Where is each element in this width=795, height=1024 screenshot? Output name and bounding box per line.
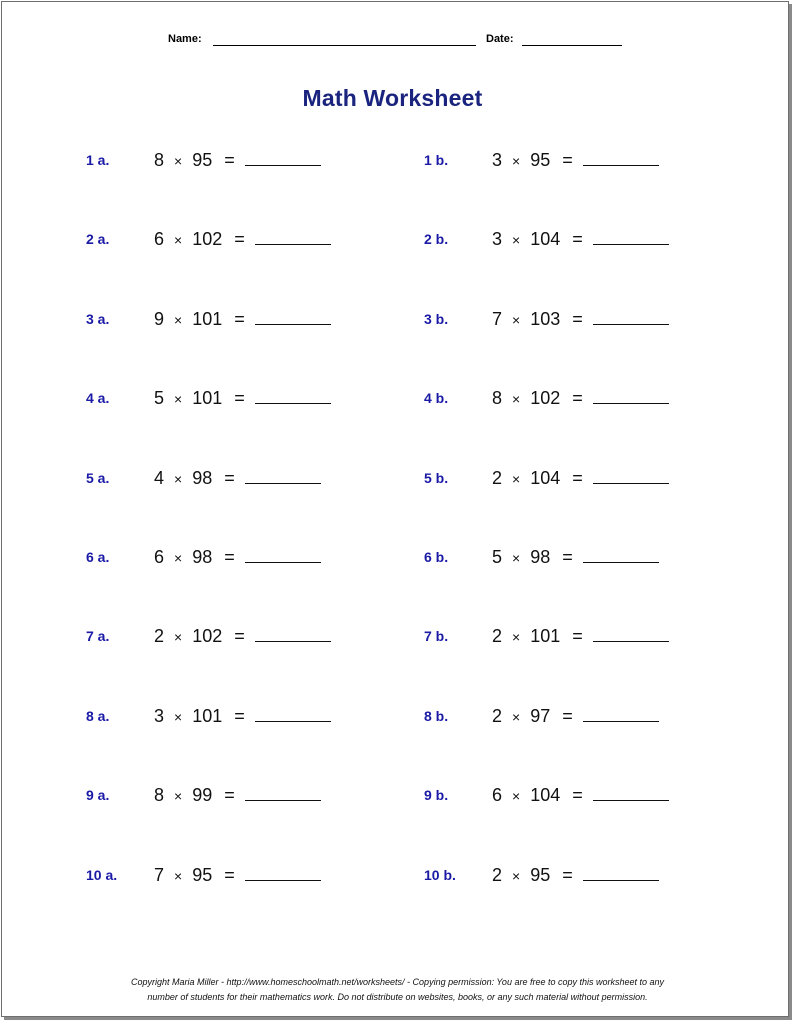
problem-expression xyxy=(492,865,659,886)
multiply-sign: × xyxy=(174,629,183,645)
factor-b: 95 xyxy=(530,150,551,170)
factor-b: 98 xyxy=(192,547,213,567)
equals-sign: = xyxy=(224,150,235,170)
answer-blank[interactable] xyxy=(593,469,669,484)
answer-blank[interactable] xyxy=(583,707,659,722)
answer-blank[interactable] xyxy=(245,469,321,484)
multiply-sign: × xyxy=(512,153,521,169)
factor-b: 101 xyxy=(192,309,223,329)
multiply-sign: × xyxy=(512,471,521,487)
problem-expression xyxy=(492,785,669,806)
factor-a: 7 xyxy=(492,309,503,329)
factor-a: 6 xyxy=(492,785,503,805)
problem-label: 5 b. xyxy=(424,470,449,486)
factor-b: 103 xyxy=(530,309,561,329)
multiply-sign: × xyxy=(512,391,521,407)
problem-expression xyxy=(154,547,321,568)
answer-blank[interactable] xyxy=(245,786,321,801)
equals-sign: = xyxy=(572,229,583,249)
answer-blank[interactable] xyxy=(245,548,321,563)
problem-label: 7 a. xyxy=(86,628,110,644)
factor-b: 101 xyxy=(192,706,223,726)
equals-sign: = xyxy=(562,547,573,567)
problem-label: 8 a. xyxy=(86,708,110,724)
problem-label: 2 a. xyxy=(86,231,110,247)
factor-a: 6 xyxy=(154,547,165,567)
problem-label: 7 b. xyxy=(424,628,449,644)
problem-expression xyxy=(492,547,659,568)
answer-blank[interactable] xyxy=(255,389,331,404)
footer-line-1: Copyright Maria Miller - http://www.homeschoolmath.net/worksheets/ - Copying permission: You are free to copy this worksheet to any xyxy=(130,977,665,987)
multiply-sign: × xyxy=(512,868,521,884)
factor-b: 95 xyxy=(192,865,213,885)
factor-a: 2 xyxy=(492,626,503,646)
factor-a: 3 xyxy=(154,706,165,726)
factor-b: 102 xyxy=(192,626,223,646)
answer-blank[interactable] xyxy=(583,151,659,166)
multiply-sign: × xyxy=(174,471,183,487)
equals-sign: = xyxy=(572,626,583,646)
factor-b: 101 xyxy=(192,388,223,408)
factor-a: 2 xyxy=(492,865,503,885)
factor-b: 98 xyxy=(530,547,551,567)
problem-expression xyxy=(492,468,669,489)
equals-sign: = xyxy=(224,865,235,885)
factor-b: 97 xyxy=(530,706,551,726)
equals-sign: = xyxy=(562,150,573,170)
multiply-sign: × xyxy=(174,391,183,407)
equals-sign: = xyxy=(234,229,245,249)
factor-b: 102 xyxy=(192,229,223,249)
multiply-sign: × xyxy=(174,709,183,725)
problem-label: 4 a. xyxy=(86,390,110,406)
equals-sign: = xyxy=(234,388,245,408)
problem-expression xyxy=(492,309,669,330)
answer-blank[interactable] xyxy=(245,866,321,881)
name-label: Name: xyxy=(168,33,202,45)
multiply-sign: × xyxy=(174,868,183,884)
problem-expression xyxy=(492,229,669,250)
answer-blank[interactable] xyxy=(255,627,331,642)
factor-a: 6 xyxy=(154,229,165,249)
problem-label: 6 b. xyxy=(424,549,449,565)
factor-a: 8 xyxy=(154,785,165,805)
problem-expression xyxy=(154,706,331,727)
problem-label: 8 b. xyxy=(424,708,449,724)
multiply-sign: × xyxy=(174,550,183,566)
copyright-footer xyxy=(0,975,795,1005)
factor-b: 101 xyxy=(530,626,561,646)
problem-label: 3 a. xyxy=(86,311,110,327)
factor-a: 8 xyxy=(492,388,503,408)
problem-label: 9 a. xyxy=(86,787,110,803)
problem-label: 9 b. xyxy=(424,787,449,803)
factor-a: 8 xyxy=(154,150,165,170)
factor-a: 5 xyxy=(154,388,165,408)
factor-b: 95 xyxy=(530,865,551,885)
multiply-sign: × xyxy=(512,312,521,328)
answer-blank[interactable] xyxy=(255,230,331,245)
equals-sign: = xyxy=(562,706,573,726)
problem-expression xyxy=(492,388,669,409)
name-field[interactable] xyxy=(213,45,476,46)
answer-blank[interactable] xyxy=(583,548,659,563)
factor-a: 2 xyxy=(492,706,503,726)
answer-blank[interactable] xyxy=(593,389,669,404)
multiply-sign: × xyxy=(512,232,521,248)
multiply-sign: × xyxy=(512,550,521,566)
problem-label: 10 a. xyxy=(86,867,118,883)
problem-expression xyxy=(492,706,659,727)
factor-a: 2 xyxy=(492,468,503,488)
factor-b: 98 xyxy=(192,468,213,488)
page-border xyxy=(1,1,789,1017)
problem-label: 10 b. xyxy=(424,867,456,883)
problem-label: 4 b. xyxy=(424,390,449,406)
multiply-sign: × xyxy=(174,312,183,328)
problem-expression xyxy=(154,468,321,489)
factor-b: 99 xyxy=(192,785,213,805)
problem-label: 2 b. xyxy=(424,231,449,247)
equals-sign: = xyxy=(224,785,235,805)
problem-expression xyxy=(154,309,331,330)
multiply-sign: × xyxy=(174,788,183,804)
problem-label: 1 b. xyxy=(424,152,449,168)
problem-expression xyxy=(154,150,321,171)
footer-line-2: number of students for their mathematics work. Do not distribute on websites, books, or any such material without permission. xyxy=(147,992,648,1002)
equals-sign: = xyxy=(234,626,245,646)
date-field[interactable] xyxy=(522,45,622,46)
problem-label: 6 a. xyxy=(86,549,110,565)
equals-sign: = xyxy=(572,468,583,488)
answer-blank[interactable] xyxy=(245,151,321,166)
problem-expression xyxy=(154,388,331,409)
page-title: Math Worksheet xyxy=(302,85,483,111)
problem-expression xyxy=(154,785,321,806)
answer-blank[interactable] xyxy=(593,230,669,245)
factor-a: 7 xyxy=(154,865,165,885)
multiply-sign: × xyxy=(512,629,521,645)
factor-a: 4 xyxy=(154,468,165,488)
factor-a: 9 xyxy=(154,309,165,329)
multiply-sign: × xyxy=(174,153,183,169)
problem-expression xyxy=(154,865,321,886)
factor-b: 102 xyxy=(530,388,561,408)
multiply-sign: × xyxy=(512,709,521,725)
factor-a: 3 xyxy=(492,229,503,249)
factor-b: 95 xyxy=(192,150,213,170)
date-label: Date: xyxy=(486,33,514,45)
equals-sign: = xyxy=(562,865,573,885)
problem-expression xyxy=(154,229,331,250)
answer-blank[interactable] xyxy=(593,786,669,801)
problem-label: 3 b. xyxy=(424,311,449,327)
equals-sign: = xyxy=(224,547,235,567)
factor-a: 5 xyxy=(492,547,503,567)
problem-expression xyxy=(492,626,669,647)
multiply-sign: × xyxy=(174,232,183,248)
equals-sign: = xyxy=(234,309,245,329)
equals-sign: = xyxy=(224,468,235,488)
answer-blank[interactable] xyxy=(593,627,669,642)
problem-label: 1 a. xyxy=(86,152,110,168)
problem-expression xyxy=(154,626,331,647)
factor-a: 2 xyxy=(154,626,165,646)
equals-sign: = xyxy=(572,785,583,805)
answer-blank[interactable] xyxy=(255,707,331,722)
equals-sign: = xyxy=(234,706,245,726)
factor-b: 104 xyxy=(530,229,561,249)
problem-label: 5 a. xyxy=(86,470,110,486)
multiply-sign: × xyxy=(512,788,521,804)
answer-blank[interactable] xyxy=(583,866,659,881)
answer-blank[interactable] xyxy=(255,310,331,325)
problem-expression xyxy=(492,150,659,171)
equals-sign: = xyxy=(572,388,583,408)
equals-sign: = xyxy=(572,309,583,329)
factor-b: 104 xyxy=(530,785,561,805)
answer-blank[interactable] xyxy=(593,310,669,325)
factor-a: 3 xyxy=(492,150,503,170)
factor-b: 104 xyxy=(530,468,561,488)
